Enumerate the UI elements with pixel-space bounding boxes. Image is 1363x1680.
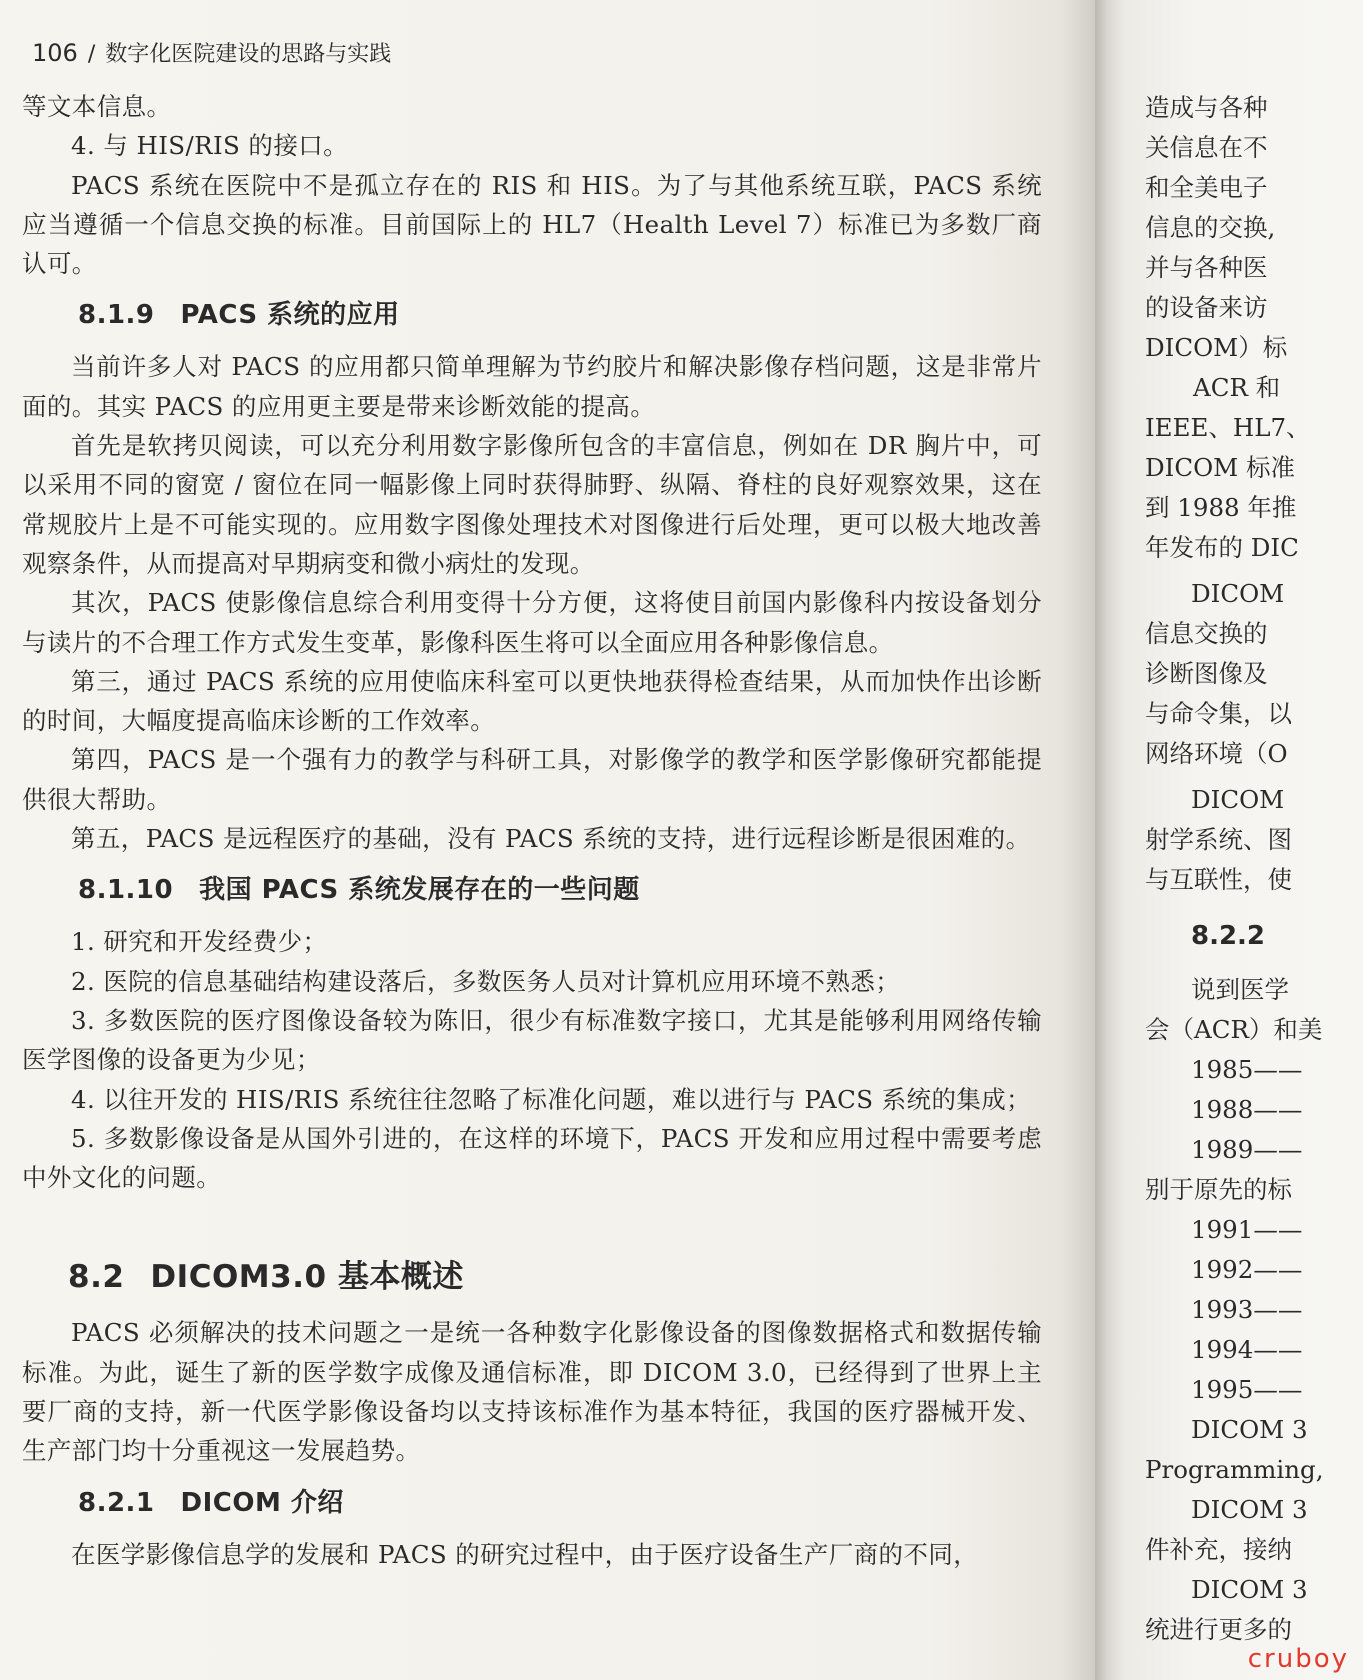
heading-number: 8.1.9 (78, 300, 155, 331)
right-page-line: 诊断图像及 (1145, 659, 1268, 688)
paragraph: 第五，PACS 是远程医疗的基础，没有 PACS 系统的支持，进行远程诊断是很困难的。 (71, 824, 1031, 854)
book-gutter (1095, 0, 1125, 1680)
paragraph: 在医学影像信息学的发展和 PACS 的研究过程中，由于医疗设备生产厂商的不同， (71, 1539, 979, 1569)
right-page-line: ACR 和 (1193, 373, 1281, 402)
right-page-line: 8.2.2 (1191, 921, 1266, 951)
paragraph: 5. 多数影像设备是从国外引进的，在这样的环境下，PACS 开发和应用过程中需要考虑中外文化的问题。 (22, 1123, 1042, 1193)
right-page-line: DICOM 3 (1191, 1495, 1308, 1524)
paragraph: 当前许多人对 PACS 的应用都只简单理解为节约胶片和解决影像存档问题，这是非常片面的。其实 PACS 的应用更主要是带来诊断效能的提高。 (22, 352, 1042, 421)
paragraph: PACS 系统在医院中不是孤立存在的 RIS 和 HIS。为了与其他系统互联，PACS 系统应当遵循一个信息交换的标准。目前国际上的 HL7（Health Level 7）标准已为多数厂商认可。 (22, 170, 1042, 279)
paragraph: 第四，PACS 是一个强有力的教学与科研工具，对影像学的教学和医学影像研究都能提供很大帮助。 (22, 745, 1042, 814)
right-page-line: 的设备来访 (1145, 293, 1268, 322)
heading-title: 我国 PACS 系统发展存在的一些问题 (199, 875, 640, 906)
paragraph: 4. 与 HIS/RIS 的接口。 (71, 131, 349, 161)
paragraph: 1. 研究和开发经费少； (71, 927, 328, 957)
right-page-line: 1995—— (1191, 1375, 1303, 1404)
right-page-line: 网络环境（O (1145, 739, 1288, 768)
running-header (32, 36, 391, 70)
right-page-line: DICOM 3 (1191, 1415, 1308, 1444)
right-page-line: 1994—— (1191, 1335, 1303, 1364)
right-page-line: DICOM (1191, 579, 1285, 608)
subsection-heading (78, 295, 1042, 335)
paragraph: PACS 必须解决的技术问题之一是统一各种数字化影像设备的图像数据格式和数据传输标准。为此，诞生了新的医学数字成像及通信标准，即 DICOM 3.0，已经得到了世界上主要厂商的支持，新一代医学影像设备均以支持该标准作为基本特征，我国的医疗器械开发、生产部门均十分重视这一发展趋势。 (22, 1318, 1042, 1466)
heading-number: 8.1.10 (78, 875, 174, 906)
right-page-line: 与互联性，使 (1145, 865, 1292, 894)
heading-number: 8.2.1 (78, 1487, 155, 1518)
right-page-line: 说到医学 (1191, 975, 1289, 1004)
paragraph: 2. 医院的信息基础结构建设落后，多数医务人员对计算机应用环境不熟悉； (71, 966, 901, 996)
right-page-line: Programming, (1145, 1455, 1324, 1484)
paragraph: 其次，PACS 使影像信息综合利用变得十分方便，这将使目前国内影像科内按设备划分与读片的不合理工作方式发生变革，影像科医生将可以全面应用各种影像信息。 (22, 588, 1042, 657)
right-page-line: 年发布的 DIC (1145, 533, 1299, 562)
paragraph: 首先是软拷贝阅读，可以充分利用数字影像所包含的丰富信息，例如在 DR 胸片中，可以采用不同的窗宽 / 窗位在同一幅影像上同时获得肺野、纵隔、脊柱的良好观察效果，这在常规胶片上是不可能实现的。应用数字图像处理技术对图像进行后处理，更可以极大地改善观察条件，从而提高对早期病变和微小病灶的发现。 (22, 431, 1042, 578)
right-page-line: 并与各种医 (1145, 253, 1268, 282)
right-page-line: 1989—— (1191, 1135, 1303, 1164)
heading-title: DICOM 介绍 (180, 1487, 344, 1518)
heading-title: DICOM3.0 基本概述 (150, 1259, 464, 1296)
header-separator: / (87, 42, 96, 67)
section-heading (68, 1255, 1042, 1299)
right-page-line: 到 1988 年推 (1145, 493, 1297, 522)
subsection-heading (78, 870, 1042, 910)
right-page-line: IEEE、HL7、 (1145, 413, 1311, 442)
right-page-line: DICOM 3 (1191, 1575, 1308, 1604)
right-page-line: 射学系统、图 (1145, 825, 1292, 854)
heading-title: PACS 系统的应用 (180, 300, 400, 331)
right-page-line: 会（ACR）和美 (1145, 1015, 1323, 1044)
right-page-line: 1985—— (1191, 1055, 1303, 1084)
right-page-line: 造成与各种 (1145, 93, 1268, 122)
right-page-line: DICOM 标准 (1145, 453, 1296, 482)
right-page-line: 件补充，接纳 (1145, 1535, 1292, 1564)
right-page-line: 别于原先的标 (1145, 1175, 1292, 1204)
right-page-line: 1992—— (1191, 1255, 1303, 1284)
left-page-body (22, 87, 1042, 1574)
right-page-line: 1991—— (1191, 1215, 1303, 1244)
paragraph: 4. 以往开发的 HIS/RIS 系统往往忽略了标准化问题，难以进行与 PACS 系统的集成； (71, 1084, 1032, 1114)
paragraph: 3. 多数医院的医疗图像设备较为陈旧，很少有标准数字接口，尤其是能够利用网络传输医学图像的设备更为少见； (22, 1005, 1042, 1075)
right-page-line: 信息的交换, (1145, 213, 1276, 242)
right-page-line: DICOM (1191, 785, 1285, 814)
right-page-line: 和全美电子 (1145, 173, 1268, 202)
watermark: cruboy (1247, 1644, 1349, 1674)
heading-number: 8.2 (68, 1259, 125, 1296)
right-page-line: 统进行更多的 (1145, 1615, 1292, 1644)
subsection-heading (78, 1483, 1042, 1523)
right-page-line: DICOM）标 (1145, 333, 1288, 362)
running-title: 数字化医院建设的思路与实践 (105, 42, 392, 67)
page-number: 106 (32, 39, 78, 67)
paragraph: 第三，通过 PACS 系统的应用使临床科室可以更快地获得检查结果，从而加快作出诊断的时间，大幅度提高临床诊断的工作效率。 (22, 666, 1042, 736)
right-page-line: 关信息在不 (1145, 133, 1268, 162)
right-page-line: 1988—— (1191, 1095, 1303, 1124)
right-page (1125, 0, 1363, 1680)
paragraph: 等文本信息。 (22, 92, 172, 121)
right-page-line: 1993—— (1191, 1295, 1303, 1324)
right-page-line: 信息交换的 (1145, 619, 1268, 648)
right-page-line: 与命令集，以 (1145, 699, 1292, 728)
